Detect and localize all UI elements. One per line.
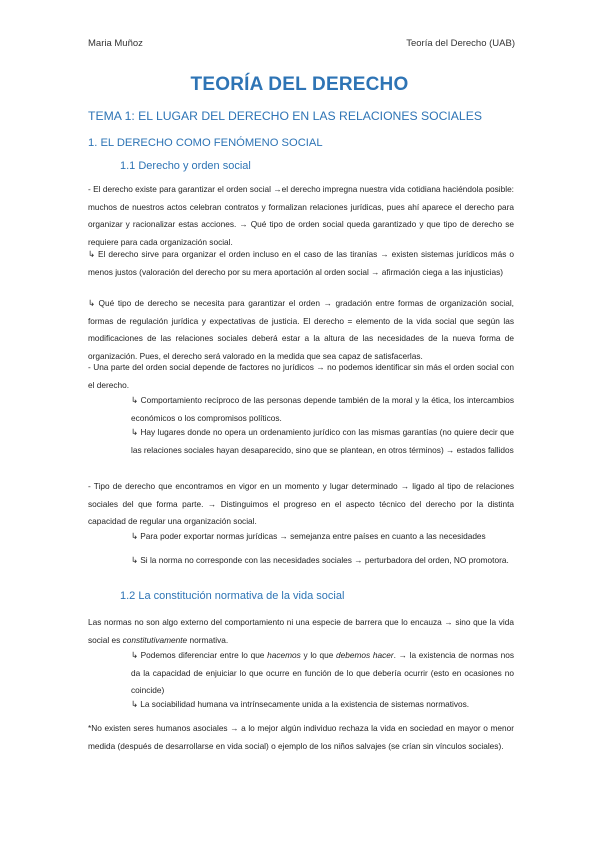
- paragraph-11-part-c: y lo que: [300, 650, 337, 660]
- section-heading: 1. EL DERECHO COMO FENÓMENO SOCIAL: [88, 137, 323, 149]
- header-author: Maria Muñoz: [88, 38, 143, 49]
- tema-heading: TEMA 1: EL LUGAR DEL DERECHO EN LAS RELACIONES SOCIALES: [88, 109, 482, 123]
- document-title: TEORÍA DEL DERECHO: [190, 74, 409, 95]
- paragraph-9: ↳ Si la norma no corresponde con las necesidades sociales → perturbadora del orden, NO promotora.: [131, 555, 509, 565]
- paragraph-12: ↳ La sociabilidad humana va intrínsecamente unida a la existencia de sistemas normativos.: [131, 699, 470, 709]
- paragraph-4: - Una parte del orden social depende de factores no jurídicos → no podemos identificar sin más el orden social con el derecho.: [88, 362, 514, 390]
- paragraph-11-emphasis-2: debemos hacer: [336, 650, 394, 660]
- paragraph-8: ↳ Para poder exportar normas jurídicas → semejanza entre países en cuanto a las necesidades: [131, 531, 486, 541]
- paragraph-1: - El derecho existe para garantizar el orden social →el derecho impregna nuestra vida cotidiana haciéndola posible: muchos de nuestros actos celebran contratos y formalizan relaciones jurídicas, pues ahí aparece el derecho para organizar y racionalizar estas acciones. → Qué tipo de orden social queda garantizado y que tipo de derecho se requiere para cada organización social.: [88, 184, 514, 247]
- paragraph-13: *No existen seres humanos asociales → a lo mejor algún individuo rechaza la vida en sociedad en mayor o menor medida (después de desarrollarse en vida social) o ejemplo de los niños salvajes (se crían sin vínculos sociales).: [88, 723, 514, 751]
- paragraph-7: - Tipo de derecho que encontramos en vigor en un momento y lugar determinado → ligado al tipo de relaciones sociales del que forma parte. → Distinguimos el progreso en el aspecto técnico del derecho por la distinta capacidad de regular una organización social.: [88, 481, 514, 526]
- paragraph-6: ↳ Hay lugares donde no opera un ordenamiento jurídico con las mismas garantías (no quiere decir que las relaciones sociales hayan desaparecido, sino que se plantean, en otros términos) → estados fallidos: [131, 427, 514, 455]
- subsection-heading-1-1: 1.1 Derecho y orden social: [120, 160, 251, 172]
- paragraph-11: [131, 647, 514, 700]
- paragraph-2: ↳ El derecho sirve para organizar el orden incluso en el caso de las tiranías → existen sistemas jurídicos más o menos justos (valoración del derecho por su mera aportación al orden social → afirmación ciega a las injusticias): [88, 249, 514, 277]
- subsection-heading-1-2: 1.2 La constitución normativa de la vida social: [120, 590, 345, 602]
- paragraph-11-part-a: ↳ Podemos diferenciar entre lo que: [131, 650, 268, 660]
- paragraph-10-part-c: normativa.: [187, 634, 229, 645]
- paragraph-10: [88, 614, 514, 649]
- paragraph-11-emphasis-1: hacemos: [267, 650, 301, 660]
- paragraph-10-part-a: Las normas no son algo externo del comportamiento ni una especie de barrera que lo encauza → sino que la vida social es: [88, 617, 514, 645]
- paragraph-10-emphasis: constitutivamente: [122, 634, 188, 645]
- paragraph-3: ↳ Qué tipo de derecho se necesita para garantizar el orden → gradación entre formas de organización social, formas de regulación jurídica y expectativas de justicia. El derecho = elemento de la vida social que según las modificaciones de las relaciones sociales deberá estar a la altura de las necesidades de la nueva forma de organización. Pues, el derecho será valorado en la medida que sea capaz de satisfacerlas.: [88, 298, 514, 361]
- paragraph-11-part-e: . → la existencia de normas nos da la capacidad de enjuiciar lo que ocurre en función de lo que debería ocurrir (esto en ocasiones no coincide): [131, 650, 515, 695]
- header-course: Teoría del Derecho (UAB): [406, 38, 515, 49]
- paragraph-5: ↳ Comportamiento recíproco de las personas depende también de la moral y la ética, los intercambios económicos o los compromisos políticos.: [131, 395, 514, 423]
